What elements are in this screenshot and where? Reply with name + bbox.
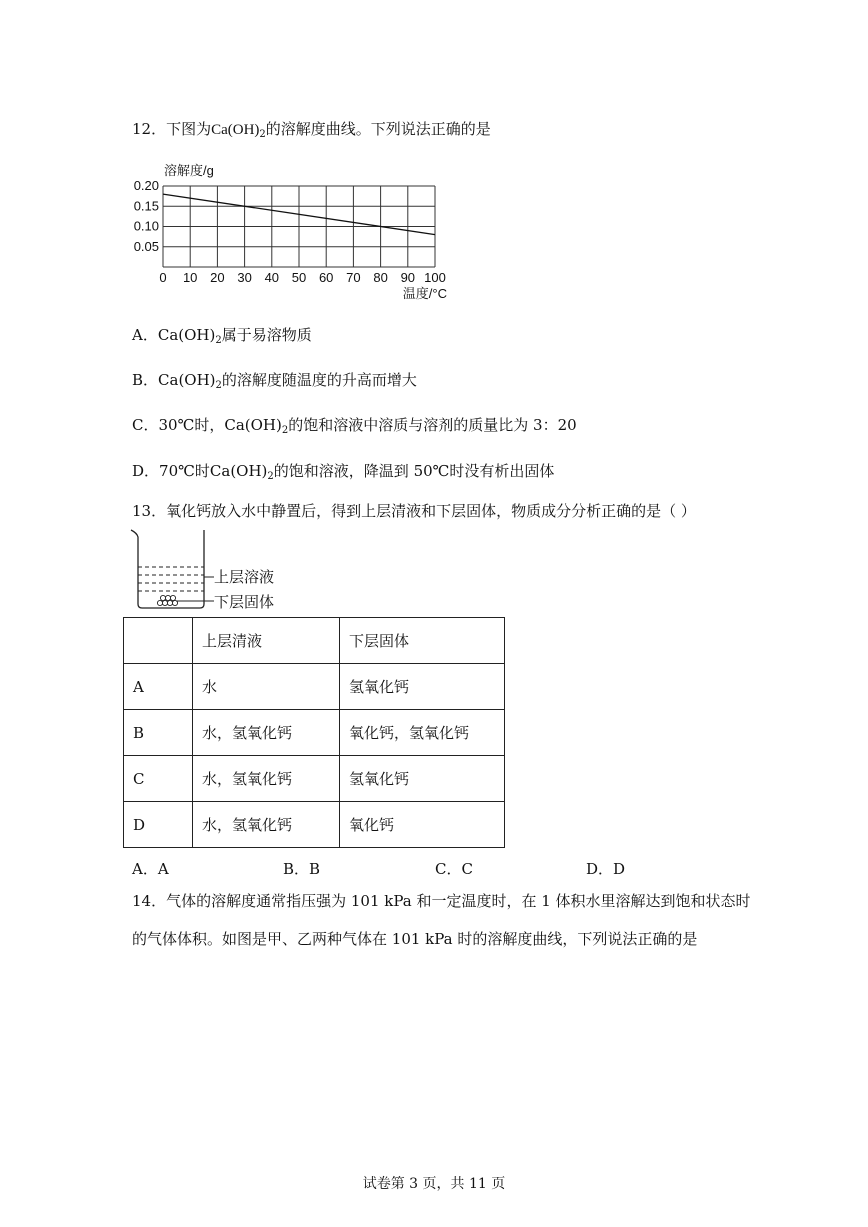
x-tick-label: 90: [400, 270, 416, 285]
beaker-figure: [128, 527, 288, 617]
table-cell: 水，氢氧化钙: [193, 756, 340, 802]
table-row: [124, 802, 505, 848]
q13-choice-b: B．B: [283, 860, 321, 878]
x-tick-label: 100: [424, 270, 446, 285]
x-tick-label: 10: [182, 270, 198, 285]
x-axis-label: 温度/°C: [402, 286, 447, 301]
x-tick-label: 50: [291, 270, 307, 285]
x-tick-label: 40: [264, 270, 280, 285]
q13-choice-d: D．D: [586, 860, 626, 878]
q12-option-b: B．$Ca(OH)_2$的溶解度随温度的升高而增大: [132, 371, 417, 391]
x-tick-label: 20: [210, 270, 225, 285]
q13-choice-c: C．C: [435, 860, 473, 878]
x-tick-label: 0: [159, 270, 167, 285]
table-cell: 氢氧化钙: [340, 756, 505, 802]
table-cell: B: [124, 710, 193, 756]
table-cell: 水，氢氧化钙: [193, 802, 340, 848]
solution-dashes: [138, 567, 204, 591]
sediment-icon: [157, 595, 177, 605]
table-cell: 氢氧化钙: [340, 664, 505, 710]
table-header-upper: 上层清液: [193, 618, 340, 664]
page-footer: 试卷第 3 页，共 11 页: [362, 1176, 506, 1192]
y-axis-label: 溶解度/g: [164, 163, 214, 178]
label-lower-solid: 下层固体: [214, 593, 275, 611]
table-cell: D: [124, 802, 193, 848]
table-cell: [124, 618, 193, 664]
table-row: [124, 710, 505, 756]
solubility-chart: [128, 158, 458, 308]
x-tick-label: 60: [318, 270, 334, 285]
label-upper-solution: 上层溶液: [214, 568, 275, 586]
question-14-line-2: 的气体体积。如图是甲、乙两种气体在 101 kPa 时的溶解度曲线，下列说法正确的是: [132, 930, 698, 948]
x-tick-label: 80: [373, 270, 388, 285]
table-cell: 水: [193, 664, 340, 710]
table-row: [124, 756, 505, 802]
x-tick-label: 70: [346, 270, 361, 285]
question-12-stem: 12．下图为$Ca(OH)_2$的溶解度曲线。下列说法正确的是: [132, 120, 491, 140]
table-cell: 氧化钙，氢氧化钙: [340, 710, 505, 756]
table-header-lower: 下层固体: [340, 618, 505, 664]
table-header-row: [124, 618, 505, 664]
y-tick-label: 0.05: [133, 238, 159, 254]
table-cell: C: [124, 756, 193, 802]
table-cell: 氧化钙: [340, 802, 505, 848]
question-14-line-1: 14．气体的溶解度通常指压强为 101 kPa 和一定温度时，在 1 体积水里溶解达到饱和状态时: [132, 892, 751, 910]
q12-option-a: A．$Ca(OH)_2$属于易溶物质: [132, 326, 312, 346]
y-tick-label: 0.10: [133, 218, 159, 234]
q12-option-c: C．30℃时，$Ca(OH)_2$的饱和溶液中溶质与溶剂的质量比为 3：20: [132, 416, 577, 436]
table-cell: 水，氢氧化钙: [193, 710, 340, 756]
q13-options-table: [123, 617, 505, 848]
question-13-stem: 13．氧化钙放入水中静置后，得到上层清液和下层固体，物质成分分析正确的是（ ）: [132, 502, 696, 520]
table-row: [124, 664, 505, 710]
q13-choice-a: A．A: [132, 860, 169, 878]
y-tick-label: 0.20: [133, 178, 159, 193]
y-tick-label: 0.15: [133, 198, 159, 214]
x-tick-label: 30: [237, 270, 252, 285]
table-cell: A: [124, 664, 193, 710]
q12-option-d: D．70℃时$Ca(OH)_2$的饱和溶液，降温到 50℃时没有析出固体: [132, 462, 555, 482]
